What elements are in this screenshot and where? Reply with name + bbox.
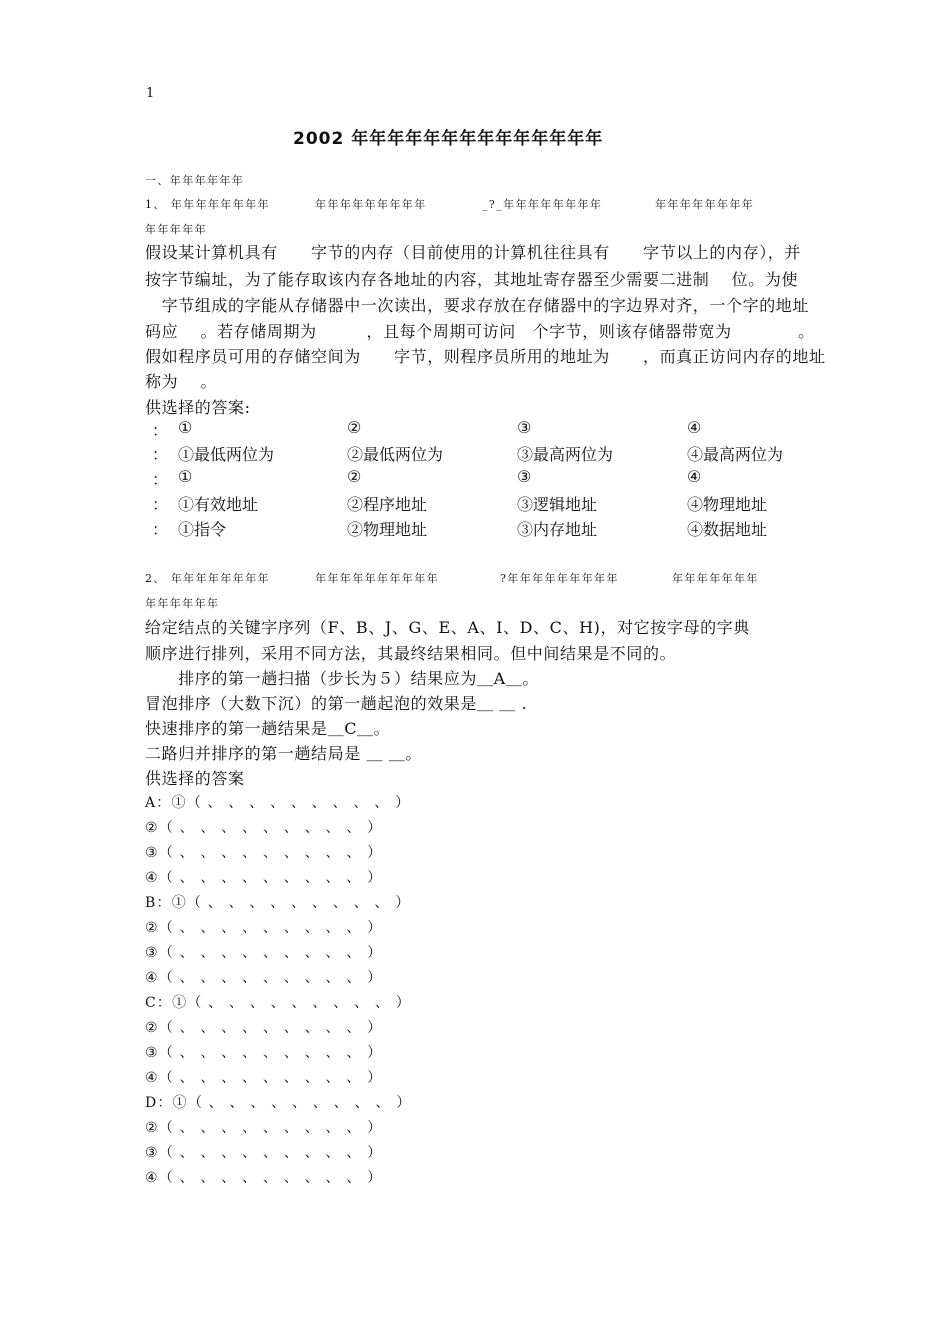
option-cell: ③逻辑地址 [517, 495, 598, 514]
q1-text-line: 称为 。 [145, 372, 218, 391]
q2-choices-label: 供选择的答案 [145, 769, 245, 788]
sequence-option: A：①（ 、 、 、 、 、 、 、 、 、 ） [145, 795, 411, 811]
sequence-option: ②（ 、 、 、 、 、 、 、 、 、 ） [145, 1020, 383, 1036]
q1-header-line2: 年年年年年 [145, 223, 207, 236]
sequence-option: ③（ 、 、 、 、 、 、 、 、 、 ） [145, 845, 383, 861]
option-cell: ③内存地址 [517, 520, 598, 539]
sequence-option: ②（ 、 、 、 、 、 、 、 、 、 ） [145, 1120, 383, 1136]
option-colon: ： [152, 520, 169, 539]
q2-text-line: 二路归并排序的第一趟结局是 ＿ ＿。 [145, 744, 422, 763]
section-heading: 一、年年年年年年 [145, 174, 245, 187]
sequence-option: ④（ 、 、 、 、 、 、 、 、 、 ） [145, 970, 383, 986]
q2-text-line: 冒泡排序（大数下沉）的第一趟起泡的效果是＿ ＿ . [145, 694, 528, 713]
sequence-option: ②（ 、 、 、 、 、 、 、 、 、 ） [145, 820, 383, 836]
sequence-option: ④（ 、 、 、 、 、 、 、 、 、 ） [145, 1170, 383, 1186]
q1-header-part: 年年年年年年年年 [655, 198, 755, 211]
option-cell: ②物理地址 [347, 520, 428, 539]
q2-header-part: 年年年年年年年年年年 [315, 572, 439, 585]
option-cell: ④ [687, 467, 702, 486]
document-title: 2002 年年年年年年年年年年年年年年 [293, 129, 604, 149]
q1-header-part: 年年年年年年年年年 [315, 198, 427, 211]
option-cell: ①指令 [178, 520, 227, 539]
q1-text-line: 字节组成的字能从存储器中一次读出，要求存放在存储器中的字边界对齐，一个字的地址 [145, 296, 810, 315]
sequence-option: ④（ 、 、 、 、 、 、 、 、 、 ） [145, 1070, 383, 1086]
option-cell: ③ [517, 418, 532, 437]
sequence-option: ③（ 、 、 、 、 、 、 、 、 、 ） [145, 1145, 383, 1161]
option-colon: ： [152, 445, 169, 464]
q1-header-part: 1、 年年年年年年年年 [145, 198, 270, 211]
q2-text-line: 顺序进行排列，采用不同方法，其最终结果相同。但中间结果是不同的。 [145, 644, 677, 663]
q1-text-line: 假设某计算机具有 字节的内存（目前使用的计算机往往具有 字节以上的内存），并 [145, 243, 802, 262]
option-colon: ： [152, 495, 169, 514]
page-number: 1 [146, 86, 155, 101]
option-cell: ① [178, 467, 193, 486]
q1-header-part: _?_年年年年年年年年 [482, 198, 603, 211]
option-cell: ③最高两位为 [517, 445, 614, 464]
q1-text-line: 按字节编址，为了能存取该内存各地址的内容，其地址寄存器至少需要二进制 位。为使 [145, 270, 799, 289]
sequence-option: ③（ 、 、 、 、 、 、 、 、 、 ） [145, 1045, 383, 1061]
option-cell: ④最高两位为 [687, 445, 784, 464]
sequence-option: B：①（ 、 、 、 、 、 、 、 、 、 ） [145, 895, 411, 911]
option-cell: ④数据地址 [687, 520, 768, 539]
sequence-option: D：①（ 、 、 、 、 、 、 、 、 、 ） [145, 1095, 412, 1111]
q2-text-line: 排序的第一趟扫描（步长为５）结果应为＿A＿。 [145, 669, 539, 688]
sequence-option: ④（ 、 、 、 、 、 、 、 、 、 ） [145, 870, 383, 886]
option-cell: ② [347, 467, 362, 486]
sequence-option: C：①（ 、 、 、 、 、 、 、 、 、 ） [145, 995, 412, 1011]
q1-text-line: 假如程序员可用的存储空间为 字节，则程序员所用的地址为 ，而真正访问内存的地址 [145, 347, 826, 366]
option-cell: ④物理地址 [687, 495, 768, 514]
option-cell: ① [178, 418, 193, 437]
option-colon: ： [152, 421, 169, 440]
option-colon: ： [152, 470, 169, 489]
q2-text-line: 快速排序的第一趟结果是＿C＿。 [145, 719, 391, 738]
sequence-option: ③（ 、 、 、 、 、 、 、 、 、 ） [145, 945, 383, 961]
option-cell: ①最低两位为 [178, 445, 275, 464]
option-cell: ③ [517, 467, 532, 486]
q2-text-line: 给定结点的关键字序列（F、B、J、G、E、A、I、D、C、H)，对它按字母的字典 [145, 618, 750, 637]
option-cell: ②最低两位为 [347, 445, 444, 464]
option-cell: ④ [687, 418, 702, 437]
q2-header-part: 2、 年年年年年年年年 [145, 572, 270, 585]
q1-text-line: 码应 。若存储周期为 ，且每个周期可访问 个字节，则该存储器带宽为 。 [145, 322, 815, 341]
option-cell: ①有效地址 [178, 495, 259, 514]
option-cell: ②程序地址 [347, 495, 428, 514]
q2-header-part: 年年年年年年年 [672, 572, 759, 585]
q1-choices-label: 供选择的答案: [145, 398, 251, 417]
sequence-option: ②（ 、 、 、 、 、 、 、 、 、 ） [145, 920, 383, 936]
option-cell: ② [347, 418, 362, 437]
q2-header-line2: 年年年年年年 [145, 597, 220, 610]
q2-header-part: ?年年年年年年年年年 [500, 572, 619, 585]
